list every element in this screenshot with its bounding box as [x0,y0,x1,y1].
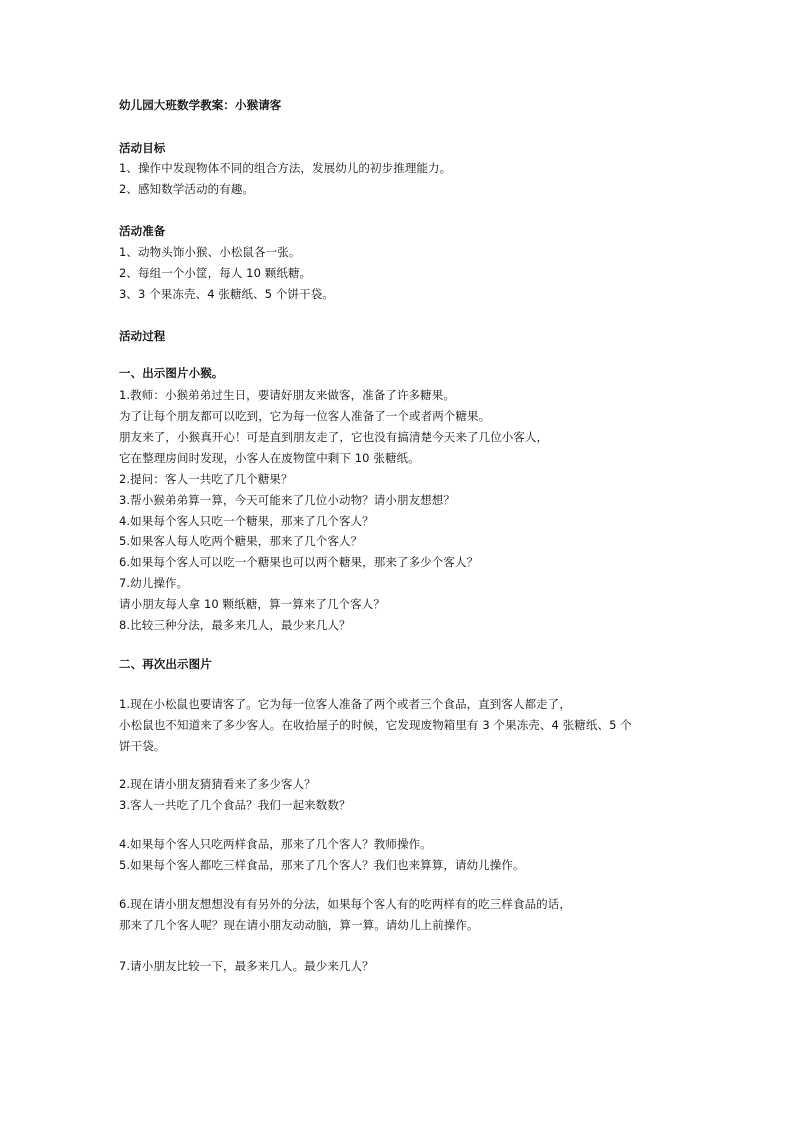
part2-line: 饼干袋。 [119,739,166,753]
prep-item: 1、动物头饰小猴、小松鼠各一张。 [119,245,301,259]
part2-line: 5.如果每个客人都吃三样食品，那来了几个客人？我们也来算算，请幼儿操作。 [119,858,525,872]
part2-line: 小松鼠也不知道来了多少客人。在收拾屋子的时候，它发现废物箱里有 3 个果冻壳、4 张糖纸、5 个 [119,718,632,732]
part2-line: 1.现在小松鼠也要请客了。它为每一位客人准备了两个或者三个食品，直到客人都走了， [119,697,571,711]
part1-line: 朋友来了，小猴真开心！可是直到朋友走了，它也没有搞清楚今天来了几位小客人， [119,430,549,444]
part1-line: 1.教师：小猴弟弟过生日，要请好朋友来做客，准备了许多糖果。 [119,388,455,402]
part1-line: 2.提问：客人一共吃了几个糖果？ [119,472,293,486]
part1-line: 3.帮小猴弟弟算一算，今天可能来了几位小动物？请小朋友想想？ [119,493,455,507]
document-title: 幼儿园大班数学教案：小猴请客 [119,98,282,112]
part1-line: 5.如果客人每人吃两个糖果，那来了几个客人？ [119,534,363,548]
part1-heading: 一、出示图片小猴。 [119,366,224,380]
prep-heading: 活动准备 [119,224,166,238]
part2-line: 6.现在请小朋友想想没有有另外的分法，如果每个客人有的吃两样有的吃三样食品的话， [119,897,571,911]
part2-line: 3.客人一共吃了几个食品？我们一起来数数？ [119,798,351,812]
part1-line: 7.幼儿操作。 [119,576,189,590]
prep-item: 2、每组一个小筐，每人 10 颗纸糖。 [119,266,312,280]
part2-line: 那来了几个客人呢？现在请小朋友动动脑，算一算。请幼儿上前操作。 [119,918,479,932]
part2-line: 4.如果每个客人只吃两样食品，那来了几个客人？教师操作。 [119,837,432,851]
part1-line: 它在整理房间时发现，小客人在废物筐中剩下 10 张糖纸。 [119,451,420,465]
goals-heading: 活动目标 [119,141,166,155]
part2-heading: 二、再次出示图片 [119,657,212,671]
part1-line: 为了让每个朋友都可以吃到，它为每一位客人准备了一个或者两个糖果。 [119,409,491,423]
goal-item: 2、感知数学活动的有趣。 [119,182,255,196]
prep-item: 3、3 个果冻壳、4 张糖纸、5 个饼干袋。 [119,287,334,301]
part1-line: 6.如果每个客人可以吃一个糖果也可以两个糖果，那来了多少个客人？ [119,555,479,569]
process-heading: 活动过程 [119,329,166,343]
part1-line: 4.如果每个客人只吃一个糖果，那来了几个客人？ [119,514,374,528]
part2-line: 7.请小朋友比较一下，最多来几人。最少来几人？ [119,959,374,973]
goal-item: 1、操作中发现物体不同的组合方法，发展幼儿的初步推理能力。 [119,161,452,175]
part1-line: 8.比较三种分法，最多来几人，最少来几人？ [119,618,351,632]
part1-line: 请小朋友每人拿 10 颗纸糖，算一算来了几个客人？ [119,597,385,611]
part2-line: 2.现在请小朋友猜猜看来了多少客人？ [119,777,316,791]
